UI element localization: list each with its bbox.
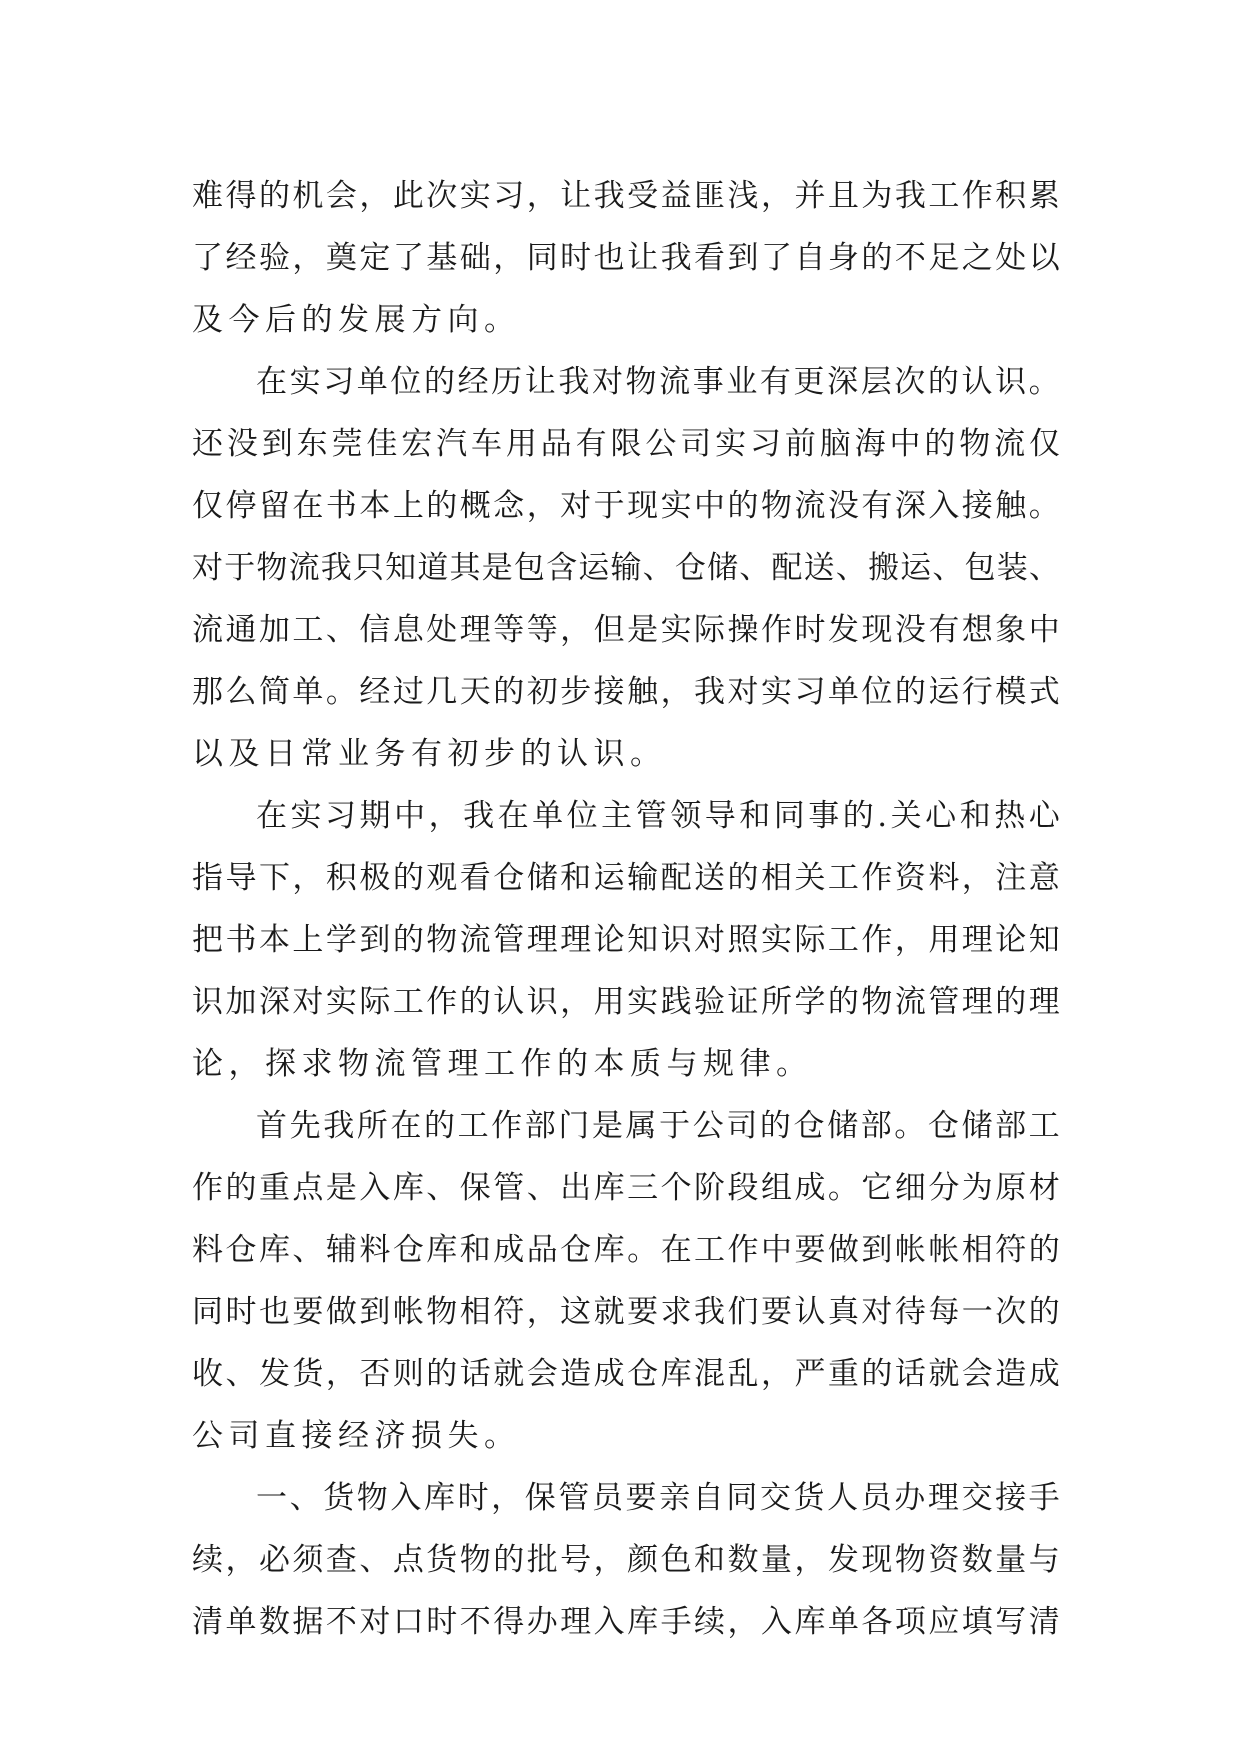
paragraph: [192, 1095, 1060, 1467]
text-line: 那 么 简 单 。 经 过 几 天 的 初 步 接 触 ， 我 对 实 习 单 位 的 运 行 模 式: [192, 674, 1060, 710]
text-line: 公司直接经济损失。: [192, 1418, 521, 1454]
paragraph: [192, 165, 1060, 351]
text-line: 仅 停 留 在 书 本 上 的 概 念 ， 对 于 现 实 中 的 物 流 没 有 深 入 接 触 。: [192, 488, 1060, 524]
text-line: 同 时 也 要 做 到 帐 物 相 符 ， 这 就 要 求 我 们 要 认 真 对 待 每 一 次 的: [192, 1294, 1060, 1330]
text-line: 一 、 货 物 入 库 时 ， 保 管 员 要 亲 自 同 交 货 人 员 办 理 交 接 手: [256, 1480, 1060, 1516]
text-line: 论，探求物流管理工作的本质与规律。: [192, 1046, 813, 1082]
paragraph: [192, 351, 1060, 785]
text-line: 对 于 物 流 我 只 知 道 其 是 包 含 运 输 、 仓 储 、 配 送 、 搬 运 、 包 装 、: [192, 550, 1060, 586]
text-line: 料 仓 库 、 辅 料 仓 库 和 成 品 仓 库 。 在 工 作 中 要 做 到 帐 帐 相 符 的: [192, 1232, 1060, 1268]
text-line: 清 单 数 据 不 对 口 时 不 得 办 理 入 库 手 续 ， 入 库 单 各 项 应 填 写 清: [192, 1604, 1060, 1640]
text-line: 及今后的发展方向。: [192, 302, 521, 338]
document-page: [192, 165, 1060, 1653]
text-line: 识 加 深 对 实 际 工 作 的 认 识 ， 用 实 践 验 证 所 学 的 物 流 管 理 的 理: [192, 984, 1060, 1020]
text-line: 收 、 发 货 ， 否 则 的 话 就 会 造 成 仓 库 混 乱 ， 严 重 的 话 就 会 造 成: [192, 1356, 1060, 1392]
text-line: 续 ， 必 须 查 、 点 货 物 的 批 号 ， 颜 色 和 数 量 ， 发 现 物 资 数 量 与: [192, 1542, 1060, 1578]
text-line: 在 实 习 期 中 ， 我 在 单 位 主 管 领 导 和 同 事 的 . 关 心 和 热 心: [256, 798, 1060, 834]
text-line: 指 导 下 ， 积 极 的 观 看 仓 储 和 运 输 配 送 的 相 关 工 作 资 料 ， 注 意: [192, 860, 1060, 896]
paragraph: [192, 1467, 1060, 1653]
text-line: 首 先 我 所 在 的 工 作 部 门 是 属 于 公 司 的 仓 储 部 。 仓 储 部 工: [256, 1108, 1060, 1144]
text-line: 了 经 验 ， 奠 定 了 基 础 ， 同 时 也 让 我 看 到 了 自 身 的 不 足 之 处 以: [192, 240, 1060, 276]
text-line: 难 得 的 机 会 ， 此 次 实 习 ， 让 我 受 益 匪 浅 ， 并 且 为 我 工 作 积 累: [192, 178, 1060, 214]
text-line: 在 实 习 单 位 的 经 历 让 我 对 物 流 事 业 有 更 深 层 次 的 认 识 。: [256, 364, 1060, 400]
text-line: 还 没 到 东 莞 佳 宏 汽 车 用 品 有 限 公 司 实 习 前 脑 海 中 的 物 流 仅: [192, 426, 1060, 462]
paragraph: [192, 785, 1060, 1095]
text-line: 作 的 重 点 是 入 库 、 保 管 、 出 库 三 个 阶 段 组 成 。 它 细 分 为 原 材: [192, 1170, 1060, 1206]
text-line: 把 书 本 上 学 到 的 物 流 管 理 理 论 知 识 对 照 实 际 工 作 ， 用 理 论 知: [192, 922, 1060, 958]
text-line: 流 通 加 工 、 信 息 处 理 等 等 ， 但 是 实 际 操 作 时 发 现 没 有 想 象 中: [192, 612, 1060, 648]
text-line: 以及日常业务有初步的认识。: [192, 736, 667, 772]
